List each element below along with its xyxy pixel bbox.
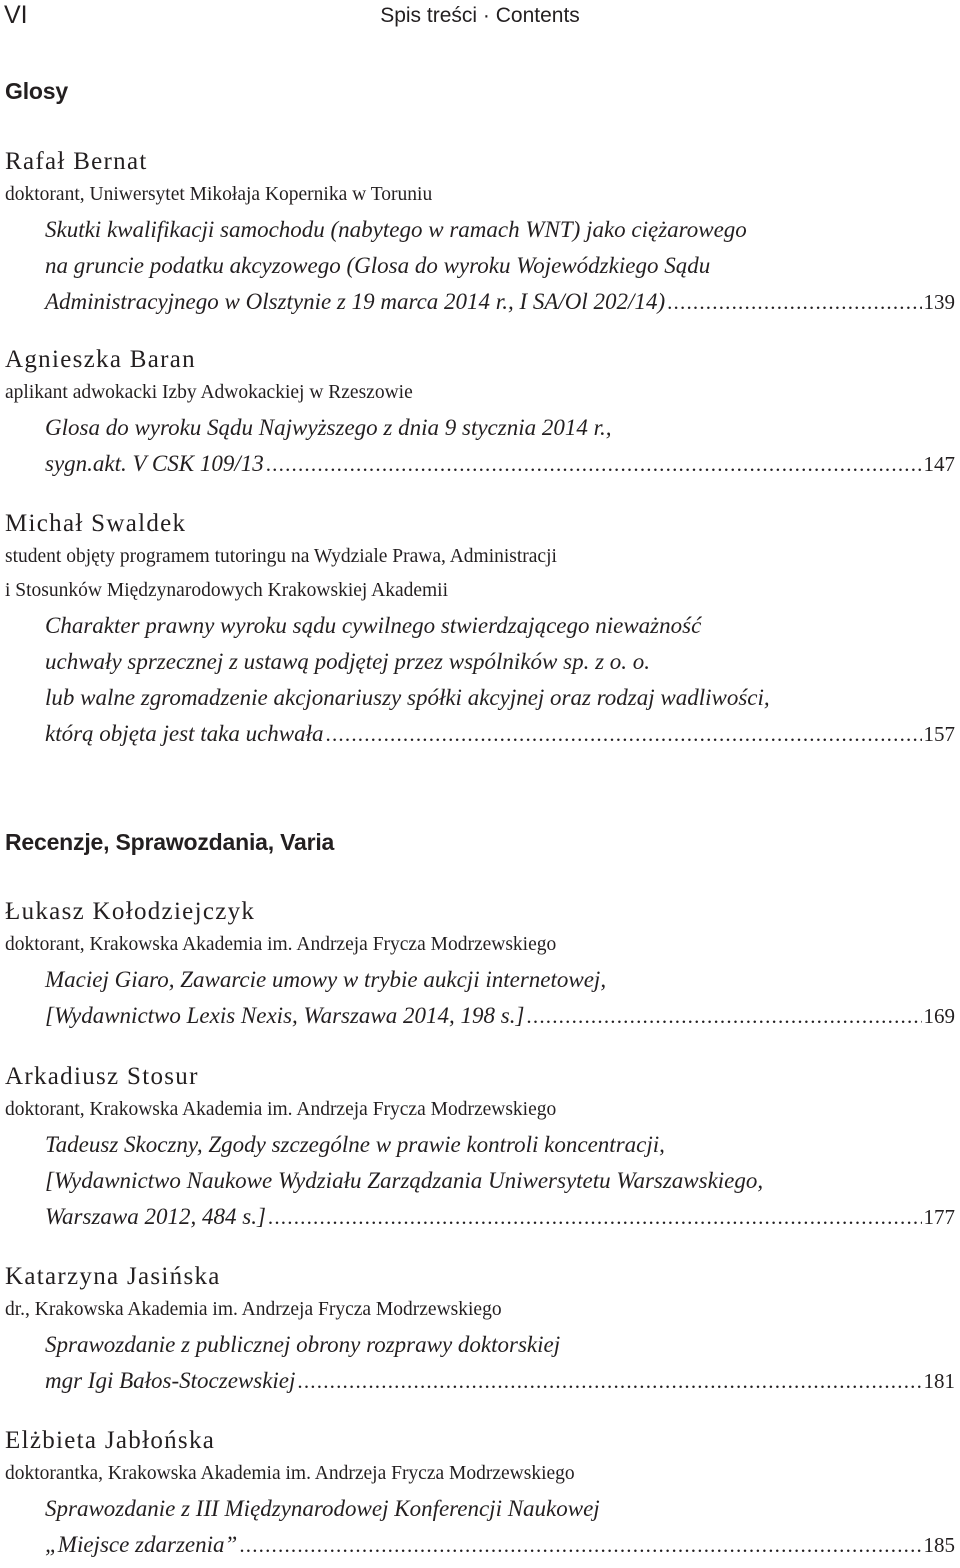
entry-page-number: 147 <box>923 452 955 476</box>
section-heading-glosy: Glosy <box>5 78 68 104</box>
toc-entry-swaldek[interactable] <box>5 508 955 752</box>
entry-page-number: 157 <box>923 722 955 746</box>
entry-page-number: 169 <box>923 1004 955 1028</box>
entry-title-line: uchwały sprzecznej z ustawą podjętej przez wspólników sp. z o. o. <box>45 649 651 674</box>
entry-page-number: 185 <box>923 1533 955 1557</box>
entry-affiliation: doktorant, Krakowska Akademia im. Andrzeja Frycza Modrzewskiego <box>5 934 557 955</box>
dot-leader <box>239 1527 921 1563</box>
entry-title-line <box>5 716 955 752</box>
toc-entry-baran[interactable] <box>5 344 955 482</box>
toc-entry-stosur[interactable] <box>5 1061 955 1235</box>
toc-entry-kolodziejczyk[interactable] <box>5 896 955 1034</box>
entry-title-text: mgr Igi Bałos-Stoczewskiej <box>45 1368 296 1393</box>
entry-title-line <box>5 1199 955 1235</box>
entry-page-number: 139 <box>923 290 955 314</box>
entry-title-line: Charakter prawny wyroku sądu cywilnego stwierdzającego nieważność <box>45 613 702 638</box>
dot-leader <box>268 1199 922 1235</box>
entry-title-line <box>5 998 955 1034</box>
dot-leader <box>667 284 921 320</box>
entry-affiliation: dr., Krakowska Akademia im. Andrzeja Frycza Modrzewskiego <box>5 1299 502 1320</box>
section-heading-recenzje: Recenzje, Sprawozdania, Varia <box>5 829 335 855</box>
page-number: VI <box>4 1 28 29</box>
entry-author: Elżbieta Jabłońska <box>5 1427 216 1454</box>
entry-title-text: sygn.akt. V CSK 109/13 <box>45 451 264 476</box>
running-head: Spis treści · Contents <box>380 4 580 27</box>
dot-leader <box>266 446 922 482</box>
entry-title-line: Tadeusz Skoczny, Zgody szczególne w prawie kontroli koncentracji, <box>45 1132 665 1157</box>
entry-title-line: [Wydawnictwo Naukowe Wydziału Zarządzania Uniwersytetu Warszawskiego, <box>45 1168 764 1193</box>
entry-title-text: Warszawa 2012, 484 s.] <box>45 1204 266 1229</box>
entry-title-line: Sprawozdanie z publicznej obrony rozprawy doktorskiej <box>45 1332 561 1357</box>
toc-entry-jablonska[interactable] <box>5 1425 955 1563</box>
entry-affiliation: doktorant, Krakowska Akademia im. Andrzeja Frycza Modrzewskiego <box>5 1099 557 1120</box>
dot-leader <box>297 1363 921 1399</box>
entry-title-text: Administracyjnego w Olsztynie z 19 marca 2014 r., I SA/Ol 202/14) <box>45 289 666 314</box>
entry-title-line: Skutki kwalifikacji samochodu (nabytego w ramach WNT) jako ciężarowego <box>45 217 747 242</box>
entry-title-text: [Wydawnictwo Lexis Nexis, Warszawa 2014, 198 s.] <box>45 1003 525 1028</box>
page-header <box>0 0 960 34</box>
entry-title-line: Sprawozdanie z III Międzynarodowej Konferencji Naukowej <box>45 1496 600 1521</box>
entry-author: Arkadiusz Stosur <box>5 1063 199 1090</box>
entry-affiliation: doktorantka, Krakowska Akademia im. Andrzeja Frycza Modrzewskiego <box>5 1463 575 1484</box>
entry-title-line: lub walne zgromadzenie akcjonariuszy spółki akcyjnej oraz rodzaj wadliwości, <box>45 685 770 710</box>
entry-author: Łukasz Kołodziejczyk <box>5 898 256 925</box>
entry-affiliation: i Stosunków Międzynarodowych Krakowskiej Akademii <box>5 580 449 601</box>
dot-leader <box>526 998 921 1034</box>
entry-author: Agnieszka Baran <box>5 346 196 373</box>
entry-title-line <box>5 1527 955 1563</box>
entry-page-number: 177 <box>923 1205 955 1229</box>
entry-affiliation: student objęty programem tutoringu na Wydziale Prawa, Administracji <box>5 546 557 567</box>
entry-affiliation: aplikant adwokacki Izby Adwokackiej w Rzeszowie <box>5 382 413 403</box>
entry-page-number: 181 <box>923 1369 955 1393</box>
entry-title-line: Maciej Giaro, Zawarcie umowy w trybie aukcji internetowej, <box>45 967 607 992</box>
entry-author: Michał Swaldek <box>5 510 187 537</box>
entry-affiliation: doktorant, Uniwersytet Mikołaja Kopernika w Toruniu <box>5 184 433 205</box>
toc-entry-bernat[interactable] <box>5 146 955 320</box>
entry-title-line <box>5 284 955 320</box>
entry-author: Katarzyna Jasińska <box>5 1263 221 1290</box>
toc-entry-jasinska[interactable] <box>5 1261 955 1399</box>
entry-title-text: którą objęta jest taka uchwała <box>45 721 324 746</box>
entry-title-line: Glosa do wyroku Sądu Najwyższego z dnia 9 stycznia 2014 r., <box>45 415 612 440</box>
entry-title-line <box>5 446 955 482</box>
entry-author: Rafał Bernat <box>5 148 148 175</box>
entry-title-line <box>5 1363 955 1399</box>
entry-title-line: na gruncie podatku akcyzowego (Glosa do wyroku Wojewódzkiego Sądu <box>45 253 711 278</box>
dot-leader <box>326 716 922 752</box>
entry-title-text: „Miejsce zdarzenia” <box>45 1532 238 1557</box>
